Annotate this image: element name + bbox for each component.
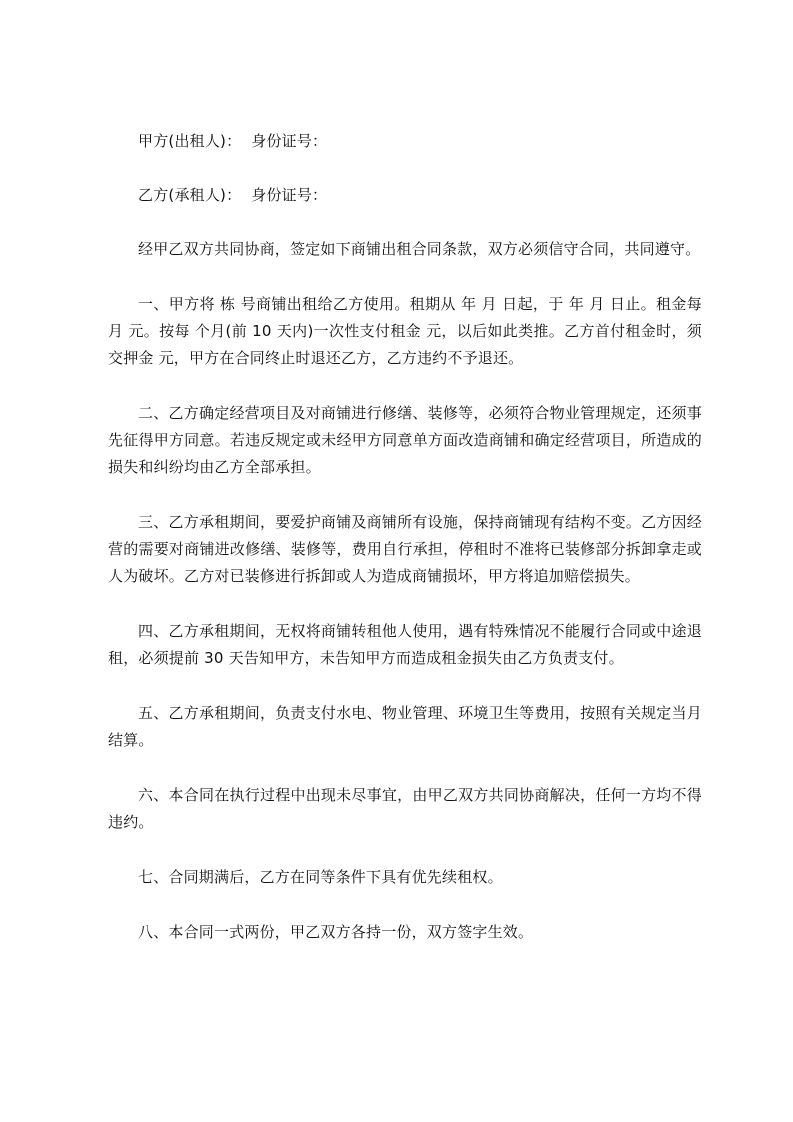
party-a-line [108,128,702,155]
clause-8: 八、本合同一式两份，甲乙双方各持一份，双方签字生效。 [138,923,534,941]
clause-6: 六、本合同在执行过程中出现未尽事宜，由甲乙双方共同协商解决，任何一方均不得违约。 [108,786,702,831]
clause-2: 二、乙方确定经营项目及对商铺进行修缮、装修等，必须符合物业管理规定，还须事先征得甲方同意。若违反规定或未经甲方同意单方面改造商铺和确定经营项目，所造成的损失和纠纷均由乙方全部承担。 [108,404,702,476]
party-b-line [108,182,702,209]
party-b-label: 乙方(承租人)： [138,186,242,204]
intro-paragraph: 经甲乙双方共同协商，签定如下商铺出租合同条款，双方必须信守合同，共同遵守。 [138,240,701,258]
contract-body [108,128,702,974]
clause-7: 七、合同期满后，乙方在同等条件下具有优先续租权。 [138,868,503,886]
party-a-id-label: 身份证号： [251,132,328,150]
party-a-label: 甲方(出租人)： [138,132,242,150]
party-b-id-label: 身份证号： [251,186,328,204]
clause-1: 一、甲方将 栋 号商铺出租给乙方使用。租期从 年 月 日起，于 年 月 日止。租金每月 元。按每 个月(前 10 天内)一次性支付租金 元，以后如此类推。乙方首付租金时，须交押金 元，甲方在合同终止时退还乙方，乙方违约不予退还。 [108,295,702,367]
clause-3: 三、乙方承租期间，要爱护商铺及商铺所有设施，保持商铺现有结构不变。乙方因经营的需要对商铺进改修缮、装修等，费用自行承担，停租时不准将已装修部分拆卸拿走或人为破坏。乙方对已装修进行拆卸或人为造成商铺损坏，甲方将追加赔偿损失。 [108,513,702,585]
clause-5: 五、乙方承租期间，负责支付水电、物业管理、环境卫生等费用，按照有关规定当月结算。 [108,704,702,749]
clause-4: 四、乙方承租期间，无权将商铺转租他人使用，遇有特殊情况不能履行合同或中途退租，必须提前 30 天告知甲方，未告知甲方而造成租金损失由乙方负责支付。 [108,622,702,667]
